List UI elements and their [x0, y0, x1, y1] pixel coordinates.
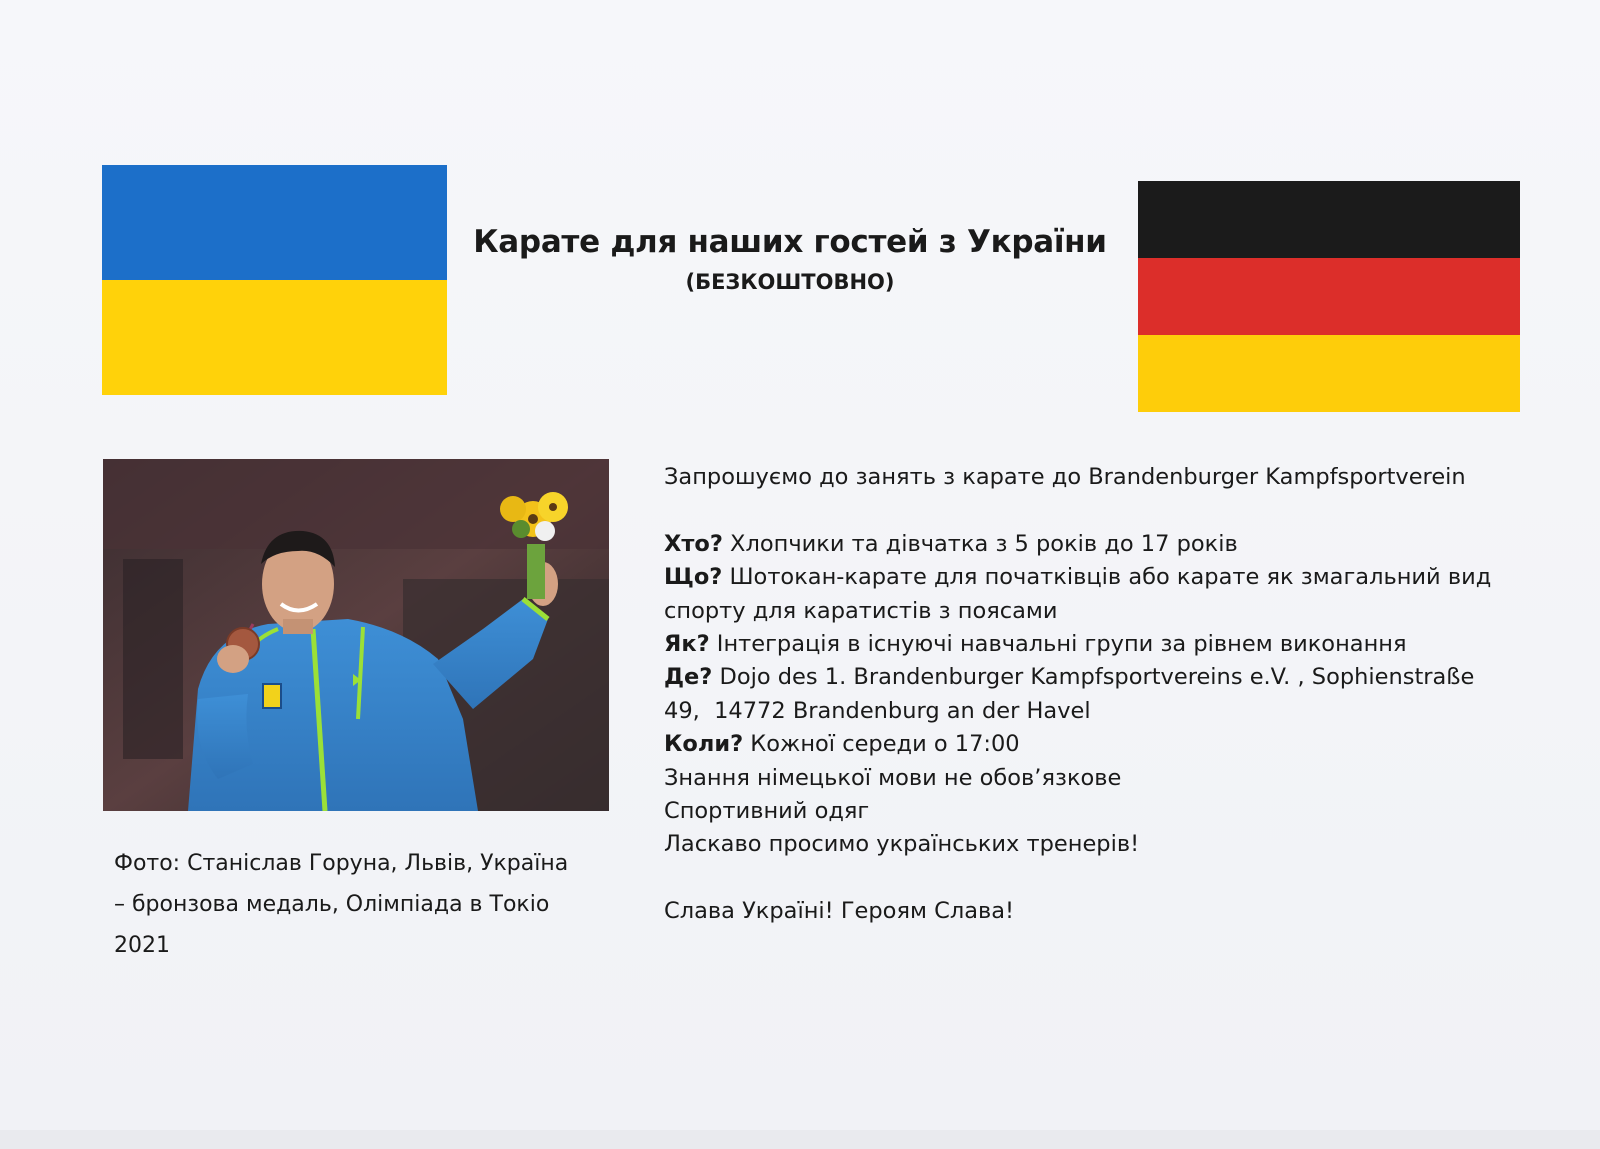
- photo-caption: [114, 843, 614, 966]
- germany-flag-black-stripe: [1138, 181, 1520, 258]
- when-label: Коли?: [664, 731, 744, 758]
- photo-caption-line-1: Фото: Станіслав Горуна, Львів, Україна: [114, 851, 569, 876]
- what-text: Шотокан-карате для початківців або карате як змагальний вид: [722, 564, 1492, 591]
- page-subtitle: (БЕЗКОШТОВНО): [685, 270, 895, 294]
- clothing-note: Спортивний одяг: [664, 798, 870, 825]
- closing-line: Слава Україні! Героям Слава!: [664, 898, 1015, 925]
- spacer: [664, 862, 1544, 895]
- what-line: [664, 561, 1544, 594]
- what-label: Що?: [664, 564, 723, 591]
- photo-caption-line-3: 2021: [114, 933, 170, 958]
- who-line: [664, 528, 1544, 561]
- where-label: Де?: [664, 664, 713, 691]
- who-text: Хлопчики та дівчатка з 5 років до 17 років: [722, 530, 1238, 557]
- invitation-text: [664, 461, 1544, 929]
- ukraine-flag-blue-stripe: [102, 165, 447, 280]
- how-label: Як?: [664, 631, 710, 658]
- athlete-photo-illustration: [103, 459, 609, 811]
- where-line-continued: 49, 14772 Brandenburg an der Havel: [664, 697, 1091, 724]
- where-line: [664, 661, 1544, 694]
- scan-bottom-edge: [0, 1130, 1600, 1149]
- where-text: Dojo des 1. Brandenburger Kampfsportvereins e.V. , Sophienstraße: [712, 664, 1475, 691]
- page-title: Карате для наших гостей з України: [473, 224, 1107, 260]
- germany-flag: [1138, 181, 1520, 412]
- coaches-welcome-note: Ласкаво просимо українських тренерів!: [664, 831, 1140, 858]
- how-line: [664, 628, 1544, 661]
- language-note: Знання німецької мови не обов’язкове: [664, 764, 1122, 791]
- germany-flag-red-stripe: [1138, 258, 1520, 335]
- what-line-continued: спорту для каратистів з поясами: [664, 597, 1058, 624]
- intro-line: Запрошуємо до занять з карате до Brandenburger Kampfsportverein: [664, 464, 1466, 490]
- athlete-photo: [103, 459, 609, 811]
- germany-flag-gold-stripe: [1138, 335, 1520, 412]
- how-text: Інтеграція в існуючі навчальні групи за рівнем виконання: [709, 631, 1407, 658]
- when-text: Кожної середи о 17:00: [743, 731, 1020, 758]
- photo-caption-line-2: – бронзова медаль, Олімпіада в Токіо: [114, 892, 550, 917]
- who-label: Хто?: [664, 530, 723, 557]
- ukraine-flag-yellow-stripe: [102, 280, 447, 395]
- spacer: [664, 494, 1544, 527]
- when-line: [664, 728, 1544, 761]
- ukraine-flag: [102, 165, 447, 395]
